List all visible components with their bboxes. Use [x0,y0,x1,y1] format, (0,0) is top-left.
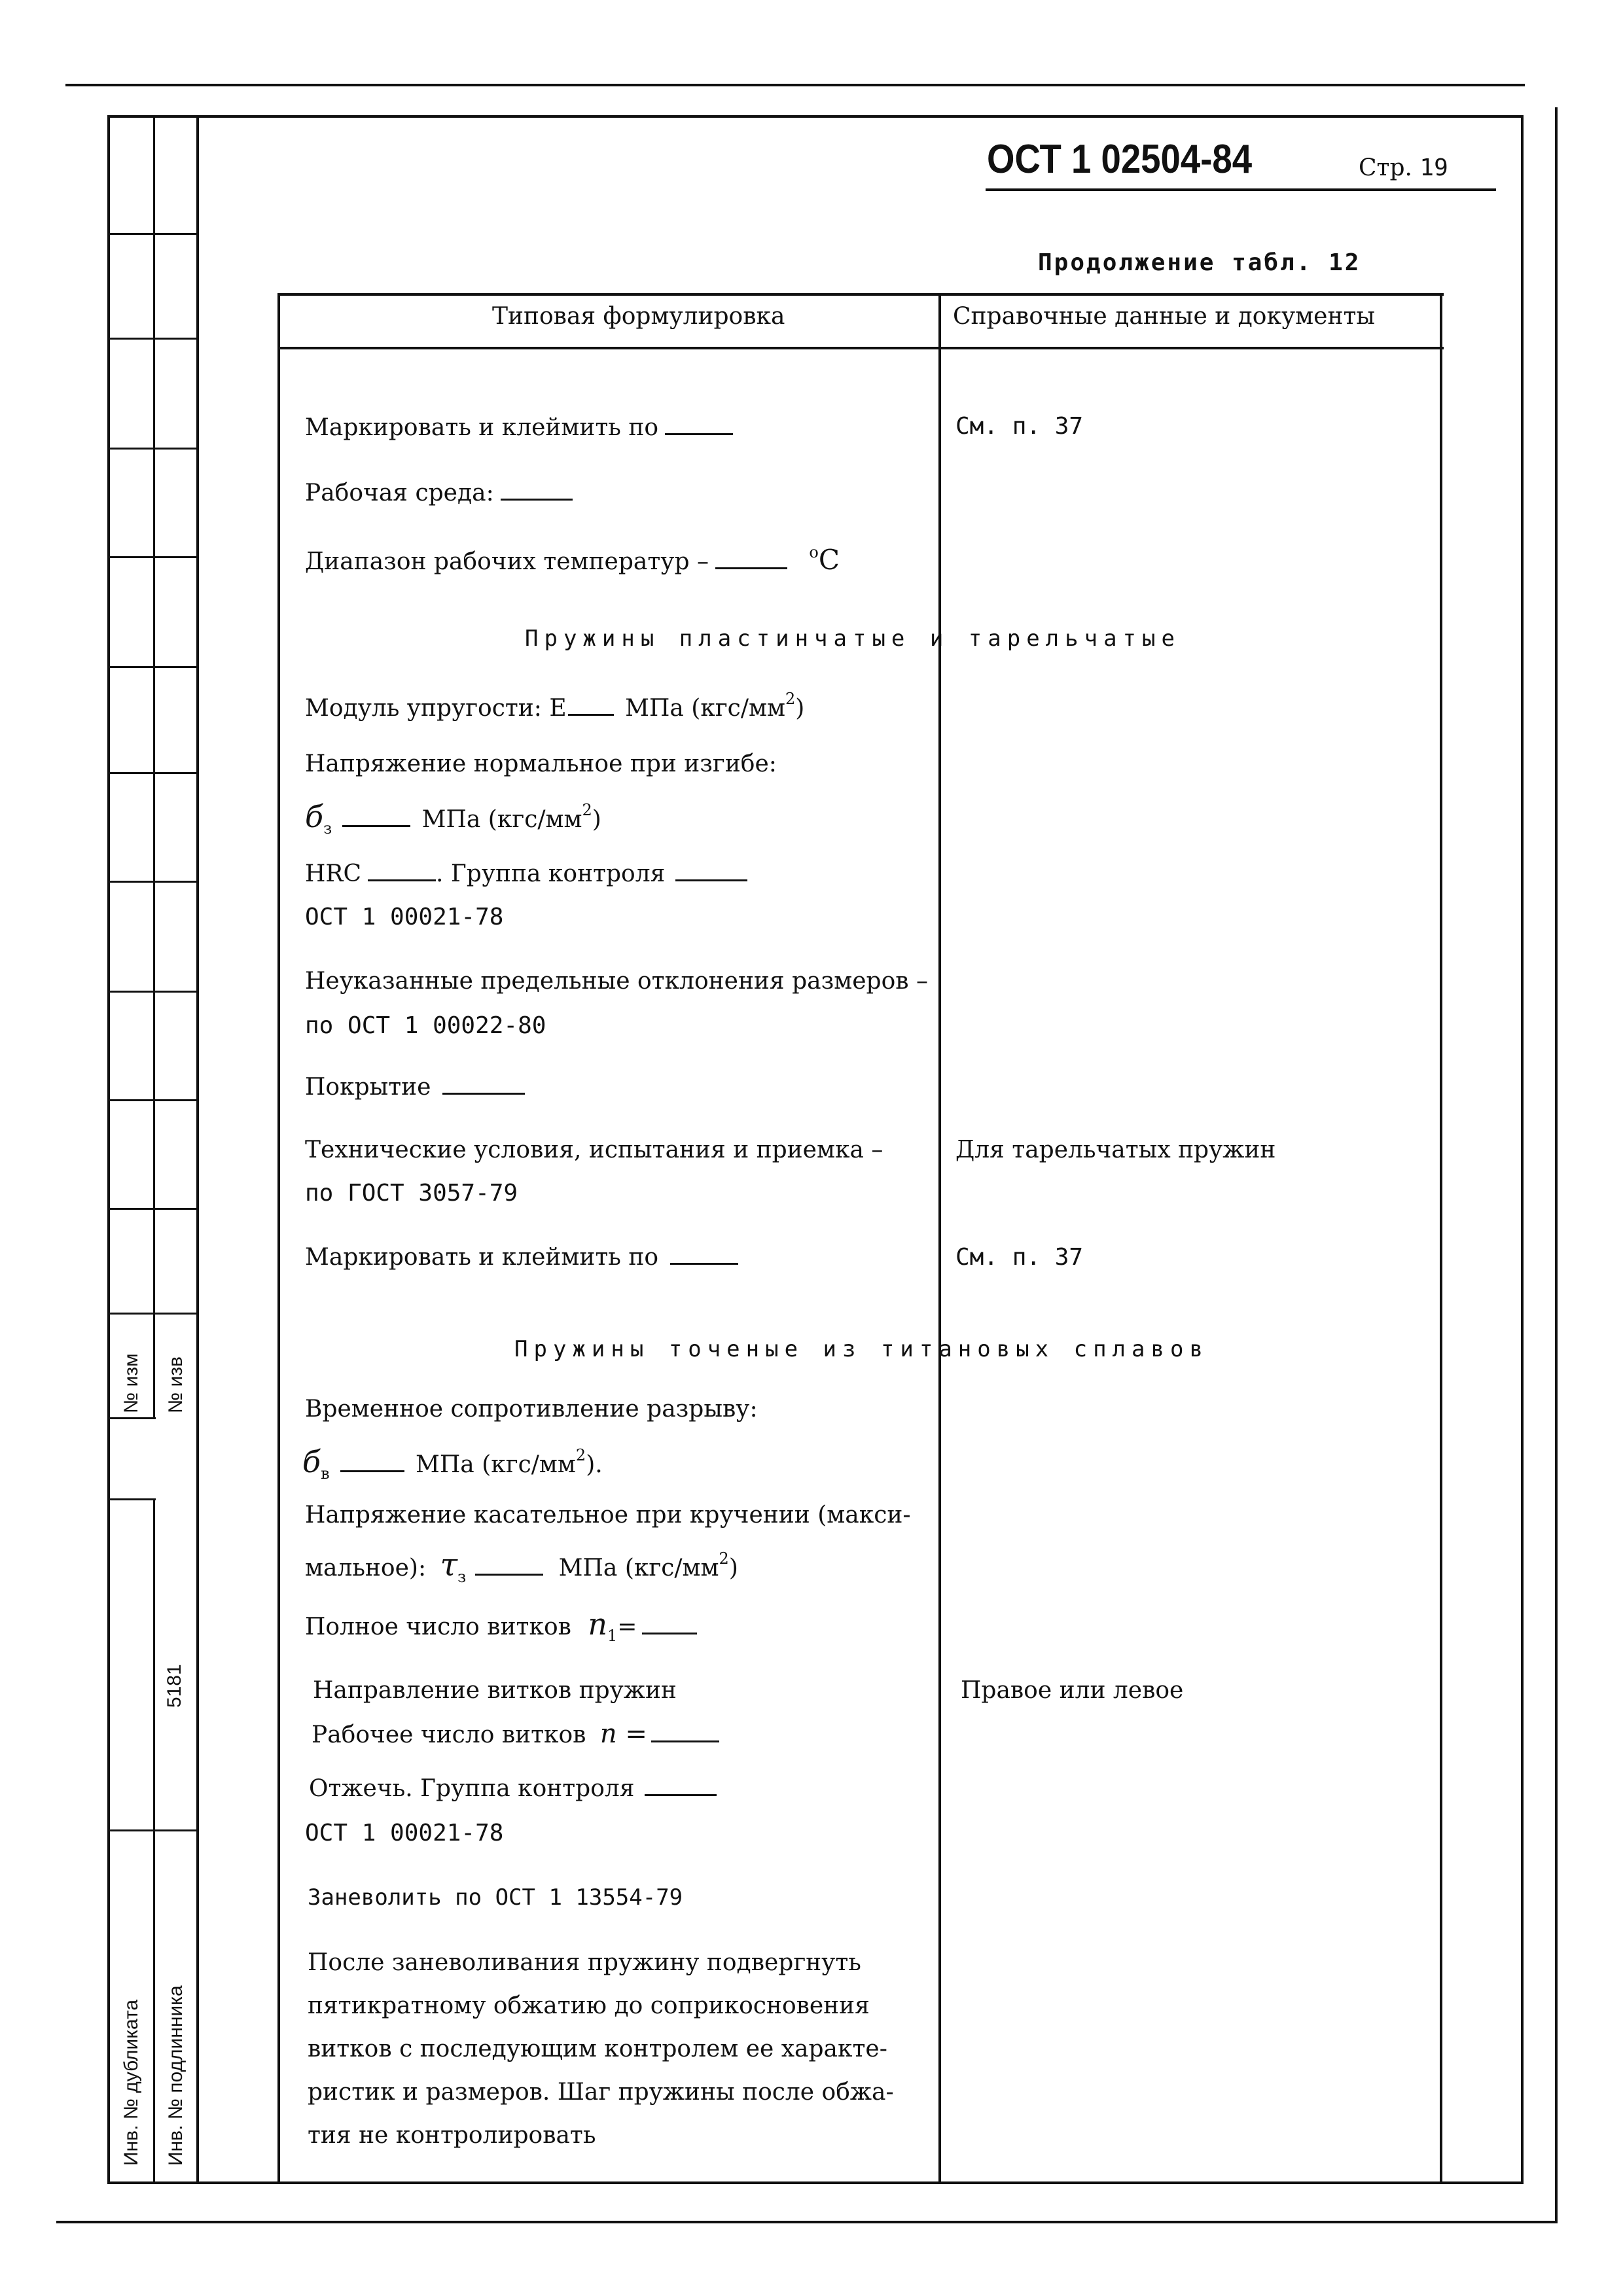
degree-sign: о [809,543,819,561]
row-stress-bend-unit: МПа (кгс/мм [421,806,582,833]
blank-field [665,414,733,435]
superscript-2: 2 [719,1549,729,1568]
doc-code: ОСТ 1 02504-84 [987,137,1253,182]
blank-field [715,548,787,569]
blank-field [568,694,614,716]
frame-left [107,115,110,2183]
row-modulus-unit: МПа (кгс/мм [625,695,785,722]
margin-gap-bottom [107,1498,156,1500]
margin-tick [107,772,198,774]
row-shear-label: мальное): [305,1555,427,1581]
row-shear-values [305,1544,738,1591]
margin-number: 5181 [164,1664,185,1708]
row-work-turns [312,1720,719,1750]
row-tensile [302,1441,603,1488]
blank-field [651,1721,719,1742]
row-mark2-text: Маркировать и клеймить по [305,1244,658,1271]
sigma-symbol: б [302,1444,321,1479]
table-top [277,293,1444,296]
row-work-env-text: Рабочая среда: [305,480,494,506]
section-plate-springs: Пружины пластинчатые и тарельчатые [525,626,1181,652]
row-after-3: витков с последующим контролем ее характе- [308,2036,887,2062]
row-stress-bend [305,796,601,843]
row-hrc [305,860,747,889]
sigma-subscript: з [323,819,332,838]
row-tech-gost: по ГОСТ 3057-79 [305,1180,518,1207]
row-shear-unit: МПа (кгс/мм [558,1555,719,1581]
page-label-text: Стр. [1359,154,1412,181]
row-modulus-label: Модуль упругости: Е [305,695,567,722]
blank-field [340,1451,404,1472]
row-tensile-close: ). [586,1451,603,1478]
row-after-1: После заневоливания пружину подвергнуть [308,1949,861,1976]
margin-gap-top [107,1417,156,1419]
blank-field [675,860,747,881]
row-temp-range-text: Диапазон рабочих температур – [305,548,709,575]
blank-field [368,860,436,881]
margin-tick [107,1829,198,1831]
row-coating-text: Покрытие [305,1074,431,1101]
row-direction: Направление витков пружин [313,1677,677,1704]
row-wind: Заневолить по ОСТ 1 13554-79 [308,1884,683,1911]
top-rule [65,84,1525,86]
row-hrc-label: HRC [305,860,362,887]
row-total-turns-text: Полное число витков [305,1614,571,1640]
row-work-env [305,479,573,508]
table-divider [938,293,941,2183]
row-after-4: ристик и размеров. Шаг пружины после обжа- [308,2079,894,2106]
row-hrc-group: . Группа контроля [436,860,666,887]
row-coating [305,1073,525,1102]
row-tech: Технические условия, испытания и приемка – [305,1137,883,1163]
margin-tick [107,1208,198,1210]
row-stress-bend-close: ) [592,806,601,833]
table-continuation: Продолжение табл. 12 [1038,249,1361,276]
blank-field [670,1243,738,1265]
row-shear-close: ) [728,1555,738,1581]
temp-unit: С [818,544,840,576]
margin-tick [107,991,198,993]
page-label [1359,154,1448,181]
margin-tick [107,666,198,668]
table-right [1440,293,1442,2183]
page-number: 19 [1419,154,1448,181]
ref-mark1: См. п. 37 [955,413,1084,440]
row-work-turns-text: Рабочее число витков [312,1722,586,1748]
sigma-subscript: в [321,1464,330,1483]
superscript-2: 2 [582,801,592,819]
row-temp-range [305,538,840,576]
blank-field [342,805,410,827]
blank-field [442,1073,525,1095]
col2-header: Справочные данные и документы [953,303,1376,330]
row-shear: Напряжение касательное при кручении (макси- [305,1502,911,1528]
row-tolerances-ost: по ОСТ 1 00022-80 [305,1012,546,1039]
row-mark2 [305,1243,738,1272]
margin-right-line [196,115,199,2183]
margin-tick [107,881,198,883]
tau-subscript: з [457,1568,467,1586]
row-stress-bend-label: Напряжение нормальное при изгибе: [305,751,777,777]
row-modulus [305,684,804,723]
row-tolerances: Неуказанные предельные отклонения размеров – [305,968,928,995]
row-mark1 [305,414,733,442]
col1-header: Типовая формулировка [492,303,785,330]
row-after-5: тия не контролировать [308,2122,596,2149]
margin-inner-line [153,115,155,1417]
n-subscript: 1 [607,1627,618,1645]
ref-mark2: См. п. 37 [955,1244,1084,1271]
row-anneal [309,1775,717,1803]
superscript-2: 2 [785,690,796,708]
n-symbol: n [588,1606,608,1642]
row-mark1-text: Маркировать и клеймить по [305,414,658,441]
margin-inner-line-lower [153,1498,155,2183]
blank-field [642,1613,697,1634]
ref-direction: Правое или левое [961,1677,1184,1704]
margin-inv-dublikata: Инв. № дубликата [120,1999,142,2166]
row-modulus-close: ) [795,695,805,722]
page-right-edge [1555,107,1558,2223]
frame-bottom [107,2181,1524,2184]
margin-tick [107,1313,198,1315]
row-tensile-unit: МПа (кгс/мм [416,1451,576,1478]
row-ost-00021-a: ОСТ 1 00021-78 [305,904,504,930]
frame-right [1521,115,1524,2183]
margin-tick [107,556,198,558]
margin-tick [107,233,198,235]
row-after-2: пятикратному обжатию до соприкосновения [308,1992,870,2019]
blank-field [645,1775,717,1796]
table-left [277,293,280,2183]
table-header-bottom [277,347,1444,349]
section-titan-springs: Пружины точеные из титановых сплавов [514,1336,1209,1362]
row-anneal-text: Отжечь. Группа контроля [309,1775,635,1802]
margin-inv-podlinnika: Инв. № подлинника [165,1985,187,2166]
doc-code-underline [986,188,1496,191]
row-ost-00021-b: ОСТ 1 00021-78 [305,1820,504,1846]
row-tensile-label: Временное сопротивление разрыву: [305,1396,758,1422]
tau-symbol: τ [440,1547,458,1583]
superscript-2: 2 [575,1446,586,1464]
margin-tick [107,1099,198,1101]
blank-field [501,479,573,501]
margin-no-izm: № изм [120,1353,142,1413]
frame-top [109,115,1522,118]
page-bottom-rule [56,2221,1558,2223]
margin-no-izv: № изв [165,1356,187,1413]
blank-field [475,1554,543,1576]
equals-sign: = [617,1614,637,1640]
sigma-symbol: б [305,799,324,834]
n-symbol: n = [599,1719,647,1749]
margin-tick [107,448,198,450]
ref-tech: Для тарельчатых пружин [955,1137,1276,1163]
margin-tick [107,338,198,340]
row-total-turns [305,1606,697,1650]
